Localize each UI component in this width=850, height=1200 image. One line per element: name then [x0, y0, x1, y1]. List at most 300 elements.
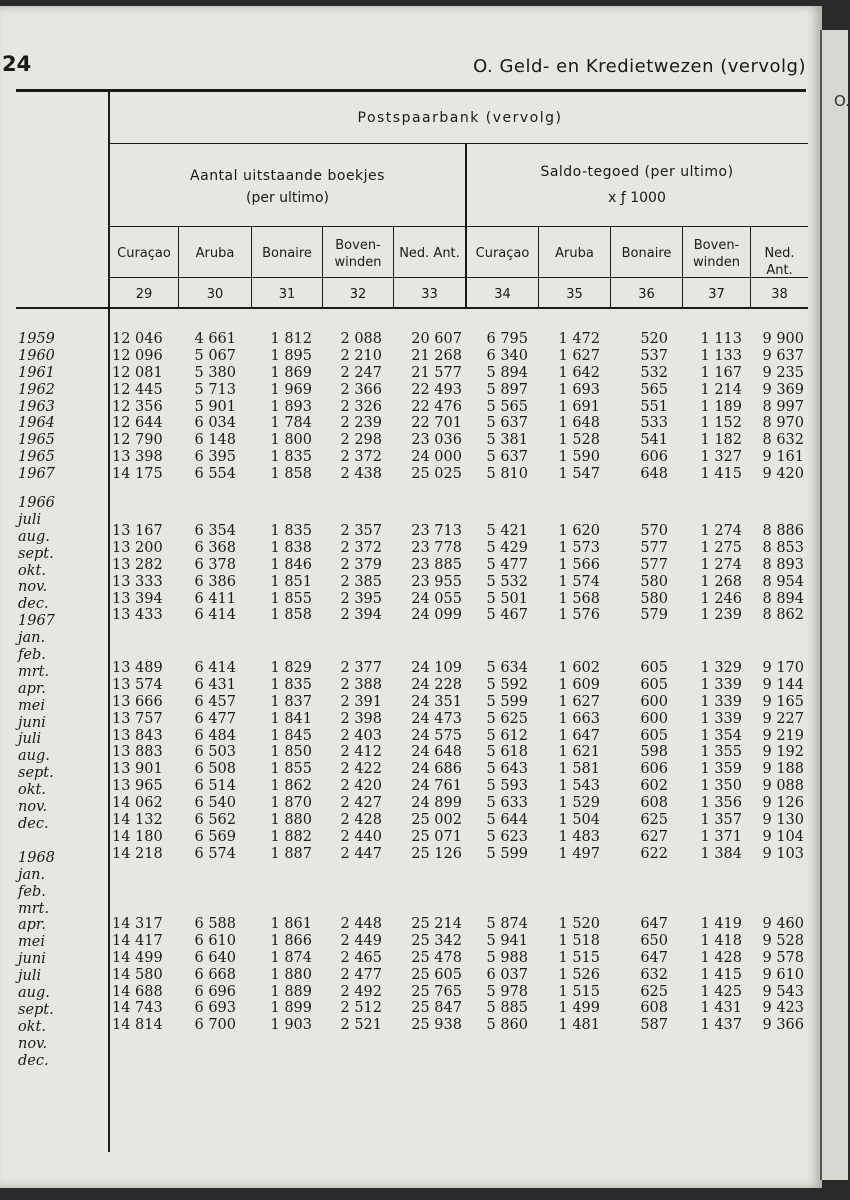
group-rule: [108, 226, 808, 227]
table-cell: 5 618: [486, 744, 528, 761]
table-cell: 1 566: [558, 556, 600, 573]
table-cell: 5 599: [486, 845, 528, 862]
table-cell: 648: [640, 466, 668, 483]
month-label: sept.: [18, 1001, 54, 1018]
table-cell: 9 088: [762, 778, 804, 795]
table-cell: 1 428: [700, 949, 742, 966]
table-cell: 8 997: [762, 398, 804, 415]
table-cell: 6 395: [194, 449, 236, 466]
table-cell: 1 812: [270, 331, 312, 347]
table-cell: 1 529: [558, 795, 600, 812]
table-cell: 9 161: [762, 449, 804, 466]
table-cell: 605: [640, 676, 668, 693]
table-cell: 608: [640, 1000, 668, 1017]
table-cell: 5 381: [486, 432, 528, 449]
table-cell: 1 850: [270, 744, 312, 761]
month-label: mrt.: [18, 663, 50, 680]
table-cell: 1 895: [270, 347, 312, 364]
table-cell: 23 778: [411, 539, 462, 556]
table-cell: 2 398: [340, 710, 382, 727]
table-cell: 6 037: [486, 966, 528, 983]
row-labels: [18, 331, 98, 1069]
month-label: dec.: [18, 596, 49, 613]
table-cell: 2 372: [340, 449, 382, 466]
table-cell: 1 784: [270, 415, 312, 432]
table-cell: 6 368: [194, 539, 236, 556]
table-cell: 25 938: [411, 1017, 462, 1034]
table-cell: 1 841: [270, 710, 312, 727]
table-cell: 9 528: [762, 932, 804, 949]
table-cell: 1 880: [270, 966, 312, 983]
table-cell: 625: [640, 812, 668, 829]
title-rule: [108, 143, 808, 144]
rows-1967: [112, 660, 812, 863]
table-cell: 23 955: [411, 573, 462, 590]
table-cell: 2 422: [340, 761, 382, 778]
table-cell: 5 885: [486, 1000, 528, 1017]
group-right-line1: Saldo-tegoed (per ultimo): [540, 164, 734, 180]
table-cell: 12 790: [112, 432, 163, 449]
table-cell: 1 903: [270, 1017, 312, 1034]
table-cell: 25 847: [411, 1000, 462, 1017]
table-cell: 1 568: [558, 590, 600, 607]
month-label: mei: [18, 697, 45, 714]
table-cell: 1 113: [700, 331, 742, 347]
column-number: 36: [638, 287, 655, 302]
table-cell: 532: [640, 364, 668, 381]
table-row: [112, 660, 812, 677]
table-cell: 1 415: [700, 966, 742, 983]
table-cell: 9 369: [762, 381, 804, 398]
table-cell: 551: [640, 398, 668, 415]
table-cell: 13 394: [112, 590, 163, 607]
table-cell: 5 644: [486, 812, 528, 829]
table-row: [112, 449, 812, 466]
table-cell: 1 845: [270, 727, 312, 744]
table-cell: 1 425: [700, 983, 742, 1000]
column-number: 37: [708, 287, 725, 302]
year-label: 1965: [18, 432, 55, 449]
table-cell: 647: [640, 949, 668, 966]
table-cell: 5 874: [486, 916, 528, 932]
label-rule: [108, 277, 808, 278]
table-cell: 24 228: [411, 676, 462, 693]
table-cell: 1 838: [270, 539, 312, 556]
month-label: sept.: [18, 545, 54, 562]
table-cell: 6 693: [194, 1000, 236, 1017]
table-cell: 6 431: [194, 676, 236, 693]
table-cell: 22 701: [411, 415, 462, 432]
table-cell: 1 691: [558, 398, 600, 415]
table-cell: 21 577: [411, 364, 462, 381]
table-cell: 25 765: [411, 983, 462, 1000]
table-cell: 1 835: [270, 676, 312, 693]
table-cell: 1 528: [558, 432, 600, 449]
annual-rows: [112, 331, 812, 483]
month-label: aug.: [18, 984, 50, 1001]
month-label: apr.: [18, 917, 46, 934]
table-cell: 5 599: [486, 693, 528, 710]
table-cell: 12 046: [112, 331, 163, 347]
table-cell: 6 484: [194, 727, 236, 744]
table-cell: 25 478: [411, 949, 462, 966]
table-cell: 1 882: [270, 828, 312, 845]
month-label: juli: [18, 968, 42, 985]
table-cell: 9 104: [762, 828, 804, 845]
spacer: [18, 483, 98, 495]
table-cell: 570: [640, 523, 668, 539]
month-label: dec.: [18, 815, 49, 832]
column-number: 29: [135, 287, 153, 302]
table-cell: 25 214: [411, 916, 462, 932]
table-row: [112, 1017, 812, 1034]
table-cell: 5 897: [486, 381, 528, 398]
month-label: juni: [18, 951, 46, 968]
table-cell: 1 800: [270, 432, 312, 449]
table-cell: 13 200: [112, 539, 163, 556]
month-label: mrt.: [18, 900, 50, 917]
table-cell: 14 814: [112, 1017, 163, 1034]
table-cell: 6 569: [194, 828, 236, 845]
table-cell: 2 379: [340, 556, 382, 573]
table-cell: 1 419: [700, 916, 742, 932]
table-cell: 1 620: [558, 523, 600, 539]
table-row: [112, 967, 812, 984]
table-cell: 14 132: [112, 812, 163, 829]
table-cell: 1 504: [558, 812, 600, 829]
table-cell: 1 627: [558, 693, 600, 710]
table-cell: 1 483: [558, 828, 600, 845]
table-cell: 8 954: [762, 573, 804, 590]
table-cell: 1 543: [558, 778, 600, 795]
table-cell: 2 420: [340, 778, 382, 795]
table-cell: 5 713: [194, 381, 236, 398]
table-cell: 1 329: [700, 660, 742, 676]
table-cell: 537: [640, 347, 668, 364]
table-cell: 9 460: [762, 916, 804, 932]
table-cell: 580: [640, 590, 668, 607]
month-label: juli: [18, 731, 42, 748]
table-cell: 8 970: [762, 415, 804, 432]
table-cell: 6 477: [194, 710, 236, 727]
table-cell: 2 447: [340, 845, 382, 862]
table-cell: 1 835: [270, 523, 312, 539]
table-cell: 8 893: [762, 556, 804, 573]
table-cell: 632: [640, 966, 668, 983]
table-cell: 5 501: [486, 590, 528, 607]
table-cell: 1 893: [270, 398, 312, 415]
table-cell: 5 477: [486, 556, 528, 573]
table-cell: 1 499: [558, 1000, 600, 1017]
table-cell: 6 457: [194, 693, 236, 710]
table-cell: 9 578: [762, 949, 804, 966]
table-cell: 5 467: [486, 607, 528, 624]
table-cell: 13 574: [112, 676, 163, 693]
table-cell: 1 520: [558, 916, 600, 932]
month-label: mei: [18, 934, 45, 951]
table-cell: 22 493: [411, 381, 462, 398]
table-cell: 9 900: [762, 331, 804, 347]
page-number: 24: [2, 52, 32, 76]
table-cell: 6 378: [194, 556, 236, 573]
column-number: 32: [349, 287, 367, 302]
table-cell: 2 366: [340, 381, 382, 398]
table-cell: 12 445: [112, 381, 163, 398]
table-cell: 14 317: [112, 916, 163, 932]
table-cell: 1 835: [270, 449, 312, 466]
table-cell: 1 437: [700, 1017, 742, 1034]
table-cell: 14 218: [112, 845, 163, 862]
table-cell: 1 246: [700, 590, 742, 607]
table-row: [112, 591, 812, 608]
column-label-line2: winden: [693, 255, 740, 270]
table-row: [112, 415, 812, 432]
table-cell: 9 188: [762, 761, 804, 778]
table-cell: 2 465: [340, 949, 382, 966]
table-cell: 606: [640, 449, 668, 466]
table-cell: 1 339: [700, 693, 742, 710]
table-cell: 6 588: [194, 916, 236, 932]
table-cell: 1 858: [270, 466, 312, 483]
table-cell: 2 438: [340, 466, 382, 483]
table-cell: 2 298: [340, 432, 382, 449]
table-cell: 1 969: [270, 381, 312, 398]
table-cell: 1 133: [700, 347, 742, 364]
table-cell: 5 894: [486, 364, 528, 381]
table-cell: 587: [640, 1017, 668, 1034]
table-cell: 9 165: [762, 693, 804, 710]
table-cell: 5 941: [486, 932, 528, 949]
table-cell: 24 575: [411, 727, 462, 744]
table-cell: 1 889: [270, 983, 312, 1000]
table-cell: 6 340: [486, 347, 528, 364]
month-label: jan.: [18, 630, 46, 647]
column-label: Bonaire: [262, 246, 312, 261]
table-cell: 2 239: [340, 415, 382, 432]
table-cell: 2 377: [340, 660, 382, 676]
column-label: Curaçao: [117, 246, 171, 261]
year-label: 1963: [18, 398, 55, 415]
table-cell: 2 412: [340, 744, 382, 761]
table-cell: 9 126: [762, 795, 804, 812]
table-cell: 600: [640, 693, 668, 710]
table-row: [112, 331, 812, 348]
table-cell: 8 886: [762, 523, 804, 539]
table-cell: 1 339: [700, 710, 742, 727]
table-cell: 8 894: [762, 590, 804, 607]
column-label: Ned. Ant.: [399, 246, 460, 261]
table-cell: 13 398: [112, 449, 163, 466]
table-row: [112, 728, 812, 745]
table-cell: 25 025: [411, 466, 462, 483]
table-cell: 1 866: [270, 932, 312, 949]
table-row: [112, 744, 812, 761]
table-cell: 24 099: [411, 607, 462, 624]
table-cell: 1 515: [558, 949, 600, 966]
table-cell: 12 356: [112, 398, 163, 415]
table-cell: 13 965: [112, 778, 163, 795]
table-cell: 1 874: [270, 949, 312, 966]
table-row: [112, 432, 812, 449]
table-cell: 1 384: [700, 845, 742, 862]
table-cell: 533: [640, 415, 668, 432]
table-row: [112, 607, 812, 624]
table-row: [112, 711, 812, 728]
table-cell: 13 489: [112, 660, 163, 676]
table-cell: 2 088: [340, 331, 382, 347]
column-number: 31: [278, 287, 296, 302]
table-cell: 577: [640, 539, 668, 556]
table-cell: 625: [640, 983, 668, 1000]
table-cell: 1 327: [700, 449, 742, 466]
table-row: [112, 950, 812, 967]
column-number: 30: [206, 287, 224, 302]
year-label: 1964: [18, 415, 55, 432]
table-cell: 5 637: [486, 449, 528, 466]
table-cell: 5 612: [486, 727, 528, 744]
month-label: aug.: [18, 748, 50, 765]
table-cell: 2 428: [340, 812, 382, 829]
table-cell: 1 526: [558, 966, 600, 983]
table-cell: 23 885: [411, 556, 462, 573]
table-cell: 14 499: [112, 949, 163, 966]
table-cell: 5 633: [486, 795, 528, 812]
table-row: [112, 984, 812, 1001]
column-label-line1: Boven-: [335, 238, 381, 253]
table-cell: 1 602: [558, 660, 600, 676]
column-label: Ned. Ant.: [764, 246, 795, 278]
group-left-line2: (per ultimo): [246, 190, 329, 206]
table-cell: 650: [640, 932, 668, 949]
table-row: [112, 365, 812, 382]
month-label: dec.: [18, 1052, 49, 1069]
table-cell: 8 632: [762, 432, 804, 449]
table-cell: 9 420: [762, 466, 804, 483]
table-cell: 5 860: [486, 1017, 528, 1034]
table-cell: 1 855: [270, 590, 312, 607]
table-cell: 6 668: [194, 966, 236, 983]
table-cell: 6 148: [194, 432, 236, 449]
table-cell: 2 395: [340, 590, 382, 607]
table-cell: 1 627: [558, 347, 600, 364]
table-cell: 2 247: [340, 364, 382, 381]
table-cell: 12 081: [112, 364, 163, 381]
group-left-line1: Aantal uitstaande boekjes: [190, 168, 385, 184]
spacer: [18, 833, 98, 850]
table-cell: 2 512: [340, 1000, 382, 1017]
table-cell: 2 357: [340, 523, 382, 539]
table-cell: 1 350: [700, 778, 742, 795]
table-cell: 8 853: [762, 539, 804, 556]
table-cell: 25 342: [411, 932, 462, 949]
month-label: nov.: [18, 579, 48, 596]
table-cell: 22 476: [411, 398, 462, 415]
table-cell: 1 880: [270, 812, 312, 829]
table-cell: 1 355: [700, 744, 742, 761]
table-cell: 4 661: [194, 331, 236, 347]
table-cell: 2 385: [340, 573, 382, 590]
table-cell: 6 696: [194, 983, 236, 1000]
table-cell: 6 610: [194, 932, 236, 949]
table-cell: 1 693: [558, 381, 600, 398]
table-cell: 5 593: [486, 778, 528, 795]
table-cell: 6 640: [194, 949, 236, 966]
adjacent-page-edge: [820, 30, 848, 1180]
table-cell: 14 180: [112, 828, 163, 845]
column-number: 35: [566, 287, 583, 302]
table-cell: 13 883: [112, 744, 163, 761]
table-cell: 1 182: [700, 432, 742, 449]
table-cell: 602: [640, 778, 668, 795]
month-label: nov.: [18, 1035, 48, 1052]
table-cell: 2 521: [340, 1017, 382, 1034]
column-number: 38: [771, 287, 788, 302]
table-cell: 5 421: [486, 523, 528, 539]
table-cell: 1 576: [558, 607, 600, 624]
table-cell: 9 103: [762, 845, 804, 862]
table-cell: 2 326: [340, 398, 382, 415]
table-cell: 1 472: [558, 331, 600, 347]
table-cell: 1 481: [558, 1017, 600, 1034]
table-cell: 9 423: [762, 1000, 804, 1017]
table-cell: 1 851: [270, 573, 312, 590]
month-label: sept.: [18, 765, 54, 782]
group-right-line2: x ƒ 1000: [608, 190, 666, 206]
table-cell: 5 623: [486, 828, 528, 845]
table-cell: 2 492: [340, 983, 382, 1000]
table-cell: 25 126: [411, 845, 462, 862]
month-label: okt.: [18, 562, 46, 579]
table-row: [112, 574, 812, 591]
table-cell: 24 686: [411, 761, 462, 778]
table-cell: 606: [640, 761, 668, 778]
table-cell: 1 861: [270, 916, 312, 932]
table-cell: 13 433: [112, 607, 163, 624]
table-cell: 9 235: [762, 364, 804, 381]
table-cell: 605: [640, 660, 668, 676]
table-cell: 1 415: [700, 466, 742, 483]
column-number: 34: [494, 287, 511, 302]
table-cell: 6 700: [194, 1017, 236, 1034]
table-cell: 1 870: [270, 795, 312, 812]
table-cell: 1 887: [270, 845, 312, 862]
table-cell: 25 605: [411, 966, 462, 983]
table-cell: 1 858: [270, 607, 312, 624]
column-label-line1: Boven-: [693, 238, 740, 253]
table-cell: 6 508: [194, 761, 236, 778]
table-cell: 13 666: [112, 693, 163, 710]
table-cell: 627: [640, 828, 668, 845]
year-label: 1959: [18, 331, 55, 347]
table-row: [112, 812, 812, 829]
column-label: Aruba: [555, 246, 594, 261]
rows-1966: [112, 523, 812, 624]
table-cell: 14 417: [112, 932, 163, 949]
table-cell: 13 333: [112, 573, 163, 590]
table-row: [112, 778, 812, 795]
table-cell: 1 518: [558, 932, 600, 949]
adjacent-page-fragment: O.: [834, 92, 850, 110]
table-cell: 6 562: [194, 812, 236, 829]
table-cell: 14 688: [112, 983, 163, 1000]
table-cell: 9 637: [762, 347, 804, 364]
table-cell: 6 414: [194, 660, 236, 676]
table-cell: 20 607: [411, 331, 462, 347]
table-cell: 1 339: [700, 676, 742, 693]
table-row: [112, 466, 812, 483]
table-cell: 6 540: [194, 795, 236, 812]
table-cell: 6 514: [194, 778, 236, 795]
